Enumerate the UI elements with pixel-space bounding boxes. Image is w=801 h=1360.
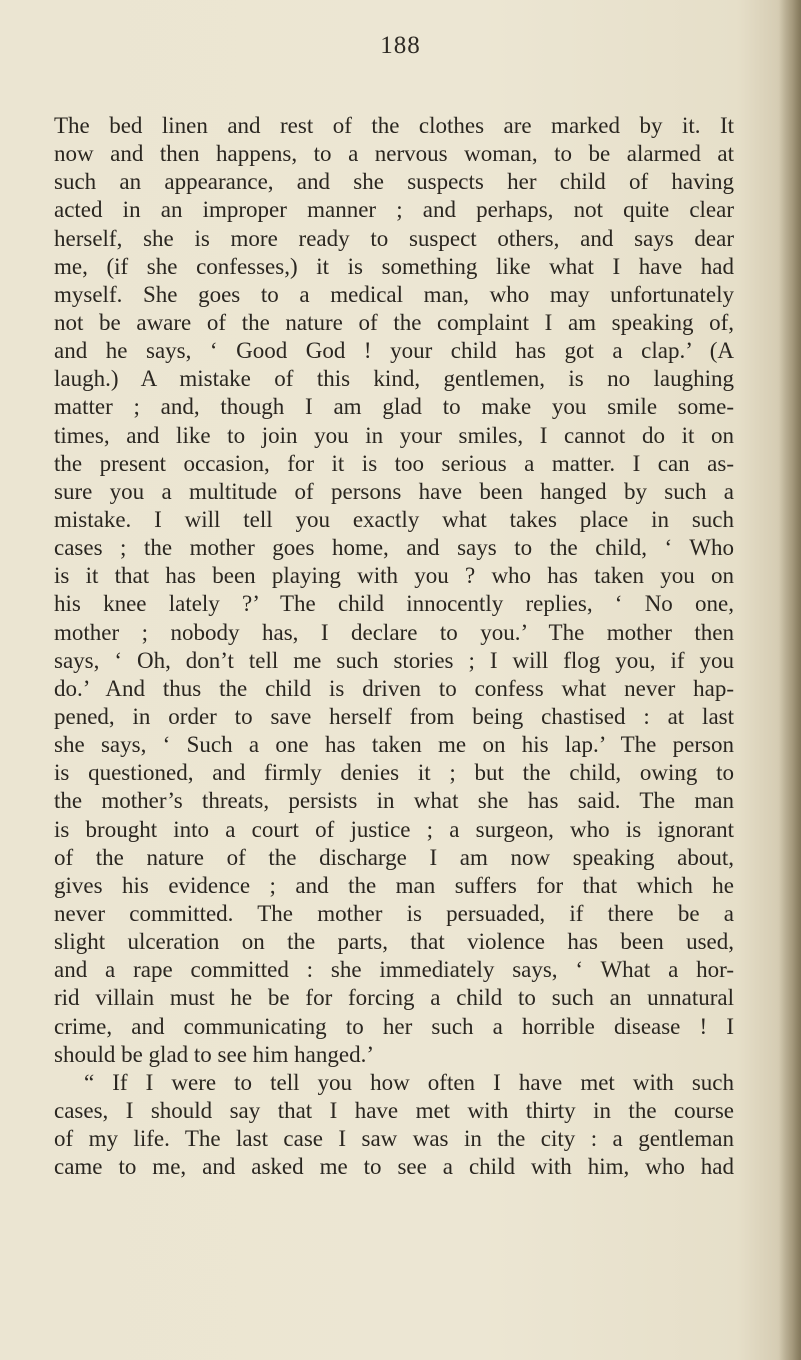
text-line: acted in an improper manner ; and perhaps, not quite clear [54, 197, 734, 223]
text-line: says, ‘ Oh, don’t tell me such stories ; I will flog you, if you [54, 647, 734, 673]
text-line: rid villain must he be for forcing a child to such an unnatural [54, 985, 734, 1011]
text-line: mistake. I will tell you exactly what takes place in such [54, 506, 734, 532]
text-line: is it that has been playing with you ? who has taken you on [54, 563, 734, 589]
text-line: and he says, ‘ Good God ! your child has got a clap.’ (A [54, 338, 734, 364]
text-line: cases, I should say that I have met with thirty in the course [54, 1097, 734, 1123]
text-line: his knee lately ?’ The child innocently replies, ‘ No one, [54, 591, 734, 617]
text-line: matter ; and, though I am glad to make you smile some- [54, 394, 734, 420]
text-line: laugh.) A mistake of this kind, gentlemen, is no laughing [54, 366, 734, 392]
text-line: such an appearance, and she suspects her child of having [54, 169, 734, 195]
text-line: pened, in order to save herself from being chastised : at last [54, 703, 734, 729]
text-line: times, and like to join you in your smiles, I cannot do it on [54, 422, 734, 448]
text-line: she says, ‘ Such a one has taken me on his lap.’ The person [54, 732, 734, 758]
text-line: should be glad to see him hanged.’ [54, 1041, 375, 1067]
text-line: the present occasion, for it is too serious a matter. I can as- [54, 450, 734, 476]
text-line: myself. She goes to a medical man, who may unfortunately [54, 281, 734, 307]
text-line: not be aware of the nature of the complaint I am speaking of, [54, 309, 734, 335]
text-line: sure you a multitude of persons have been hanged by such a [54, 478, 734, 504]
text-line: “ If I were to tell you how often I have met with such [84, 1069, 734, 1095]
text-line: never committed. The mother is persuaded, if there be a [54, 900, 734, 926]
text-line: herself, she is more ready to suspect others, and says dear [54, 225, 734, 251]
text-line: crime, and communicating to her such a horrible disease ! I [54, 1013, 734, 1039]
page-number: 188 [380, 32, 421, 59]
text-line: cases ; the mother goes home, and says to the child, ‘ Who [54, 535, 734, 561]
text-line: of my life. The last case I saw was in the city : a gentleman [54, 1126, 734, 1152]
text-line: came to me, and asked me to see a child with him, who had [54, 1154, 734, 1180]
text-line: gives his evidence ; and the man suffers for that which he [54, 872, 734, 898]
text-line: now and then happens, to a nervous woman, to be alarmed at [54, 141, 734, 167]
text-line: do.’ And thus the child is driven to confess what never hap- [54, 675, 734, 701]
text-line: The bed linen and rest of the clothes are marked by it. It [54, 113, 734, 138]
text-line: is questioned, and firmly denies it ; but the child, owing to [54, 760, 734, 786]
page-edge-shadow [779, 0, 801, 1360]
text-line: and a rape committed : she immediately says, ‘ What a hor- [54, 957, 734, 983]
body-text [54, 112, 734, 1181]
text-line: mother ; nobody has, I declare to you.’ The mother then [54, 619, 734, 645]
text-line: the mother’s threats, persists in what she has said. The man [54, 788, 734, 814]
text-line: of the nature of the discharge I am now speaking about, [54, 844, 734, 870]
text-line: slight ulceration on the parts, that violence has been used, [54, 929, 734, 955]
text-line: is brought into a court of justice ; a surgeon, who is ignorant [54, 816, 734, 842]
text-line: me, (if she confesses,) it is something like what I have had [54, 253, 734, 279]
